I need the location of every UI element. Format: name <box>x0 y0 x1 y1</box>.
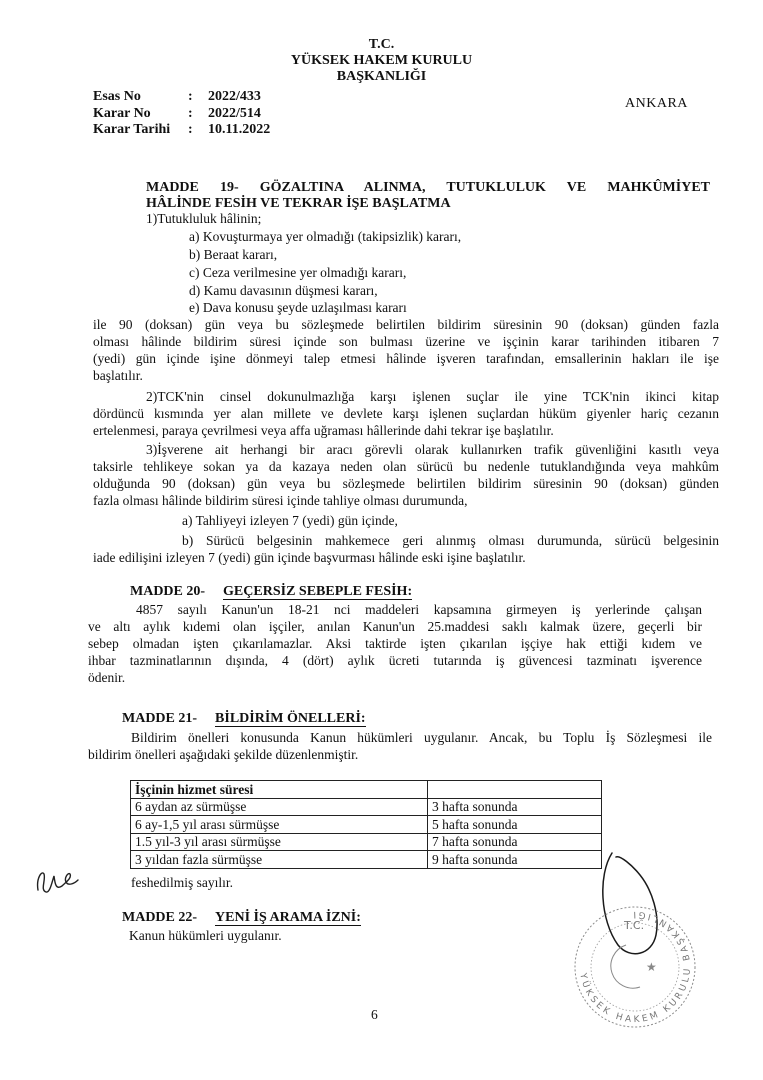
madde19-p2-line: ertelenmesi, paraya çevrilmesi veya affa uğraması hâllerinde dahi tekrar işe başlatılır. <box>93 423 554 438</box>
madde20-heading <box>130 584 412 600</box>
madde21-line: Bildirim önelleri konusunda Kanun hükümleri uygulanır. Ancak, bu Toplu İş Sözleşmesi ile <box>131 730 712 745</box>
madde19-p3a: a) Tahliyeyi izleyen 7 (yedi) gün içinde, <box>182 513 398 528</box>
madde20-line: ödenir. <box>88 670 126 685</box>
table-cell-period: 1.5 yıl-3 yıl arası sürmüşse <box>131 833 428 851</box>
meta-value: 2022/514 <box>208 105 261 121</box>
madde19-p3b-line: b) Sürücü belgesinin mahkemece geri alınmış olması durumunda, sürücü belgesinin <box>182 533 719 548</box>
madde19-item: b) Beraat kararı, <box>189 247 278 262</box>
madde19-p3-line: 3)İşverene ait herhangi bir aracı görevli olarak kullanırken trafik güvenliğini kasıtlı veya <box>146 442 719 457</box>
madde19-item: d) Kamu davasının düşmesi kararı, <box>189 283 378 298</box>
madde21-heading <box>122 711 366 727</box>
meta-label: Esas No <box>93 89 141 104</box>
header-line-3: BAŞKANLIĞI <box>336 69 427 84</box>
table-row <box>131 833 602 851</box>
madde19-item: a) Kovuşturmaya yer olmadığı (takipsizlik) kararı, <box>189 229 462 244</box>
handwritten-initials-signature <box>32 860 82 900</box>
madde19-title-line2: HÂLİNDE FESİH VE TEKRAR İŞE BAŞLATMA <box>146 196 451 211</box>
table-cell-notice: 7 hafta sonunda <box>428 833 602 851</box>
meta-label: Karar Tarihi <box>93 122 171 137</box>
madde22-body: Kanun hükümleri uygulanır. <box>129 928 282 943</box>
madde19-p1-line: (yedi) gün içinde işine dönmeyi talep etmesi hâlinde işveren tarafından, emsallerinin hakları ile işe <box>93 351 719 366</box>
madde20-line: 4857 sayılı Kanun'un 18-21 nci maddeleri kapsamına girmeyen iş yerlerinde çalışan <box>136 602 702 617</box>
official-stamp-seal <box>560 905 710 1030</box>
table-cell-notice: 9 hafta sonunda <box>428 851 602 869</box>
madde19-item: e) Dava konusu şeyde uzlaşılması kararı <box>189 300 407 315</box>
madde19-item: c) Ceza verilmesine yer olmadığı kararı, <box>189 265 407 280</box>
madde21-after-table: feshedilmiş sayılır. <box>131 875 233 890</box>
madde19-p3-line: taksirle tehlikeye sokan ya da kazaya neden olan sürücü bu nedenle tutuklandığında veya mahkûm <box>93 459 719 474</box>
table-cell-period: 6 ay-1,5 yıl arası sürmüşse <box>131 816 428 834</box>
madde21-number: MADDE 21- <box>122 711 198 726</box>
table-row <box>131 816 602 834</box>
notice-period-table <box>130 780 602 869</box>
madde22-title: YENİ İŞ ARAMA İZNİ: <box>215 910 361 925</box>
madde20-line: ve altı aylık kıdemi olan işçiler, anılan Kanun'un 25.maddesi saklı kalmak üzere, geçerli bir <box>88 619 702 634</box>
madde20-line: ihbar tazminatlarının dışında, 4 (dört) aylık ücreti tutarında iş güvencesi tazminatı işverence <box>88 653 702 668</box>
madde19-p3b-line: iade edilişini izleyen 7 (yedi) gün içinde başvurması hâlinde eski işine başlatılır. <box>93 550 526 565</box>
meta-value: 2022/433 <box>208 89 261 104</box>
madde19-p3-line: fazla olması hâlinde bildirim süresi içinde tahliye olması durumunda, <box>93 493 468 508</box>
madde19-p1-line: ile 90 (doksan) gün veya bu sözleşmede belirtilen bildirim süresinin 90 (doksan) günden fazla <box>93 317 719 332</box>
table-cell-notice: 3 hafta sonunda <box>428 798 602 816</box>
table-row <box>131 851 602 869</box>
table-header-row <box>131 781 602 799</box>
madde20-line: sebep olmadan işten çıkarılamazlar. Aksi taktirde işten çıkarılan işçiye hak ettiği kıdem ve <box>88 636 702 651</box>
case-meta: Esas No : 2022/433 Karar No : 2022/514 Karar Tarihi : 10.11.2022 <box>93 89 271 137</box>
madde19-p1-line: başlatılır. <box>93 368 143 383</box>
madde19-p1-line: olması hâlinde bildirim süresi içinde son bulması üzerine ve işçinin karar tarihinden itibaren 7 <box>93 334 719 349</box>
svg-text:★: ★ <box>646 960 657 974</box>
madde22-number: MADDE 22- <box>122 910 198 925</box>
page-number: 6 <box>371 1007 378 1022</box>
header-line-2: YÜKSEK HAKEM KURULU <box>290 53 473 68</box>
madde19-p2-line: dördüncü kısmında yer alan millete ve devlete karşı işlenen suçlardan hüküm giyenler hariç cezanın <box>93 406 719 421</box>
madde20-number: MADDE 20- <box>130 584 206 599</box>
svg-text:T.C.: T.C. <box>624 919 645 932</box>
madde22-heading <box>122 910 361 926</box>
table-cell-notice: 5 hafta sonunda <box>428 816 602 834</box>
table-row <box>131 798 602 816</box>
place-label: ANKARA <box>625 96 688 111</box>
madde21-line: bildirim önelleri aşağıdaki şekilde düzenlenmiştir. <box>88 747 359 762</box>
header-line-1: T.C. <box>368 37 395 52</box>
madde19-title-line1: MADDE 19- GÖZALTINA ALINMA, TUTUKLULUK VE MAHKÛMİYET <box>146 180 710 195</box>
meta-label: Karar No <box>93 105 151 121</box>
madde19-p1-intro: 1)Tutukluluk hâlinin; <box>146 211 262 226</box>
madde21-title: BİLDİRİM ÖNELLERİ: <box>215 711 366 726</box>
madde20-title: GEÇERSİZ SEBEPLE FESİH: <box>223 584 413 599</box>
table-cell-period: 3 yıldan fazla sürmüşse <box>131 851 428 869</box>
svg-text:YÜKSEK HAKEM KURULU BAŞKANLIĞI: YÜKSEK HAKEM KURULU BAŞKANLIĞI <box>577 908 694 1026</box>
meta-value: 10.11.2022 <box>208 122 271 137</box>
table-header-cell: İşçinin hizmet süresi <box>131 781 428 799</box>
table-header-cell <box>428 781 602 799</box>
table-cell-period: 6 aydan az sürmüşse <box>131 798 428 816</box>
madde19-p2-line: 2)TCK'nin cinsel dokunulmazlığa karşı işlenen suçlar ile yine TCK'nin ikinci kitap <box>146 389 719 404</box>
madde19-p3-line: olduğunda 90 (doksan) gün veya bu sözleşmede belirtilen bildirim süresinin 90 (doksan) günden <box>93 476 719 491</box>
